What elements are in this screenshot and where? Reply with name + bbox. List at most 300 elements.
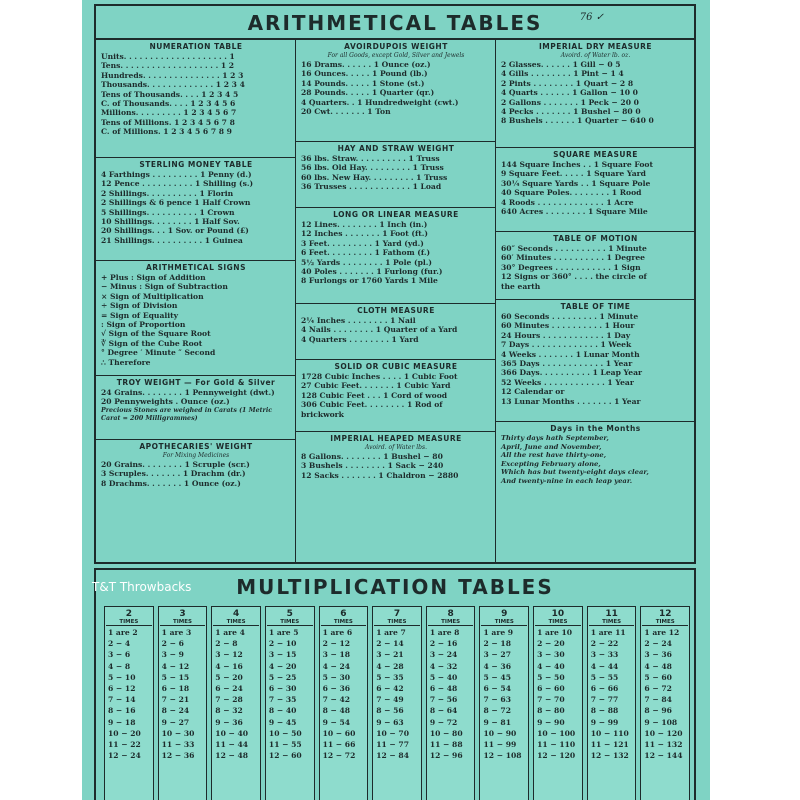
times-row: 2 − 6	[161, 639, 184, 649]
table-row: Tens of Thousands. . . . 1 2 3 4 5	[101, 89, 239, 99]
times-table-number: 12	[658, 609, 672, 619]
times-table-4	[211, 606, 261, 800]
times-table-number: 9	[501, 609, 508, 619]
times-row: 2 − 20	[537, 639, 565, 649]
table-row: 12 Signs or 360° . . . . the circle of	[501, 272, 647, 282]
times-row: 5 − 25	[268, 672, 297, 682]
table-row: 2 Gallons . . . . . . . 1 Peck − 20 0	[501, 97, 639, 107]
table-row: = Sign of Equality	[101, 310, 179, 320]
times-table-9	[479, 606, 529, 800]
times-label: TIMES	[428, 619, 474, 626]
watermark-text: T&T Throwbacks	[92, 580, 192, 594]
cubic-measure-table	[296, 360, 495, 432]
times-row: 3 − 15	[268, 650, 297, 660]
table-row: × Sign of Multiplication	[101, 291, 204, 301]
hay-straw-weight-table	[296, 142, 495, 208]
times-row: 5 − 45	[483, 672, 511, 682]
page-title: ARITHMETICAL TABLES	[247, 11, 543, 35]
times-row: 2 − 14	[376, 639, 404, 649]
table-row: 1728 Cubic Inches . . . . 1 Cubic Foot	[301, 372, 458, 381]
table-row: 12 Pence . . . . . . . . . . 1 Shilling (s.)	[101, 179, 254, 189]
square-measure-table	[496, 148, 694, 232]
times-row: 11 − 88	[429, 740, 463, 750]
table-row: 8 Furlongs or 1760 Yards 1 Mile	[301, 276, 438, 286]
times-row: 6 − 60	[537, 684, 565, 694]
times-row: 9 − 45	[268, 717, 297, 727]
section-title: HAY AND STRAW WEIGHT	[337, 144, 455, 153]
times-row: 6 − 30	[268, 684, 297, 694]
section-note: Precious Stones are weighed in Carats (1 Metric Carat = 200 Milligrammes)	[101, 406, 273, 422]
times-row: 7 − 21	[161, 695, 190, 705]
column-right	[496, 40, 694, 562]
times-row: 7 − 56	[429, 695, 458, 705]
table-row: 30° Degrees . . . . . . . . . . . 1 Sign	[501, 262, 641, 272]
table-row: 60 Minutes . . . . . . . . . . 1 Hour	[501, 321, 635, 331]
times-row: 11 − 22	[108, 740, 141, 750]
table-row: 2 Glasses. . . . . . 1 Gill − 0 5	[501, 60, 621, 69]
table-row: 20 Cwt. . . . . . . 1 Ton	[301, 107, 391, 117]
times-table-number: 6	[340, 609, 347, 619]
table-row: 4 Farthings . . . . . . . . . 1 Penny (d.)	[101, 170, 252, 179]
table-row: 40 Square Poles. . . . . . . . 1 Rood	[501, 188, 642, 198]
table-row: 3 Scruples. . . . . . . 1 Drachm (dr.)	[101, 469, 246, 479]
table-row: 52 Weeks . . . . . . . . . . . . 1 Year	[501, 377, 634, 387]
times-label: TIMES	[160, 619, 206, 626]
table-row: 306 Cubic Feet. . . . . . . . 1 Rod of	[301, 400, 443, 410]
section-subtitle: Avoird. of Water lb. oz.	[560, 52, 631, 59]
table-row: 4 Quarters. . 1 Hundredweight (cwt.)	[301, 97, 459, 107]
verse-line: All the rest have thirty-one,	[501, 451, 607, 460]
table-row: 36 Trusses . . . . . . . . . . . . 1 Load	[301, 182, 442, 192]
times-table-number: 10	[551, 609, 565, 619]
dry-measure-table	[496, 40, 694, 148]
times-row: 7 − 14	[108, 695, 136, 705]
table-row: 40 Poles . . . . . . . 1 Furlong (fur.)	[301, 267, 443, 277]
times-row: 8 − 72	[483, 706, 511, 716]
times-table-number: 8	[447, 609, 454, 619]
times-row: 11 − 33	[161, 740, 195, 750]
linear-measure-table	[296, 208, 495, 304]
table-row: : Sign of Proportion	[101, 320, 186, 330]
table-row: 30¼ Square Yards . . 1 Square Pole	[501, 178, 651, 188]
times-row: 11 − 44	[215, 740, 249, 750]
times-row: 11 − 66	[322, 740, 356, 750]
apothecaries-weight-table	[96, 440, 295, 566]
table-row: 20 Shillings. . . 1 Sov. or Pound (£)	[101, 226, 249, 236]
section-title: SOLID OR CUBIC MEASURE	[334, 362, 458, 371]
table-row: brickwork	[301, 409, 344, 419]
table-row: ° Degree ′ Minute ″ Second	[101, 348, 216, 358]
times-row: 4 − 32	[429, 661, 458, 671]
times-table-10	[533, 606, 583, 800]
table-row: 640 Acres . . . . . . . . 1 Square Mile	[501, 207, 648, 217]
table-row: 4 Quarters . . . . . . . . 1 Yard	[301, 334, 419, 344]
table-row: 12 Lines. . . . . . . . 1 Inch (in.)	[301, 220, 428, 229]
verse-line: Which has but twenty-eight days clear,	[501, 468, 649, 477]
times-row: 4 − 40	[537, 661, 565, 671]
times-row: 2 − 12	[322, 639, 351, 649]
table-row: 8 Gallons. . . . . . . . 1 Bushel − 80	[301, 452, 443, 461]
times-label: TIMES	[642, 619, 688, 626]
times-row: 1 are 4	[215, 628, 245, 637]
times-row: 4 − 16	[215, 661, 243, 671]
table-row: 4 Roods . . . . . . . . . . . . . 1 Acre	[501, 197, 634, 207]
times-table-12	[640, 606, 690, 800]
table-row: 12 Inches . . . . . . . 1 Foot (ft.)	[301, 229, 428, 239]
times-row: 11 − 77	[376, 740, 409, 750]
section-title: TABLE OF MOTION	[553, 234, 638, 243]
table-row: C. of Thousands. . . . 1 2 3 4 5 6	[101, 99, 236, 109]
times-row: 5 − 15	[161, 672, 190, 682]
times-table-3	[158, 606, 208, 800]
times-row: 2 − 10	[268, 639, 297, 649]
times-row: 7 − 70	[537, 695, 565, 705]
verse-line: Thirty days hath September,	[501, 434, 609, 442]
table-row: 16 Ounces. . . . . 1 Pound (lb.)	[301, 69, 428, 79]
section-subtitle: For all Goods, except Gold, Silver and Jewels	[327, 52, 465, 59]
times-row: 9 − 90	[537, 717, 565, 727]
times-row: 10 − 20	[108, 728, 141, 738]
times-row: 4 − 36	[483, 661, 511, 671]
times-row: 6 − 12	[108, 684, 136, 694]
table-row: 7 Days . . . . . . . . . . . . . 1 Week	[501, 340, 632, 350]
table-row: Tens of Millions. 1 2 3 4 5 6 7 8	[101, 117, 235, 127]
table-row: 60 lbs. New Hay. . . . . . . . . 1 Truss	[301, 172, 448, 182]
times-row: 2 − 24	[644, 639, 672, 649]
table-row: 60 Seconds . . . . . . . . . 1 Minute	[501, 312, 639, 321]
times-row: 4 − 28	[376, 661, 404, 671]
multiplication-title: MULTIPLICATION TABLES	[236, 575, 554, 599]
table-row: 4 Weeks . . . . . . . 1 Lunar Month	[501, 349, 640, 359]
table-row: 8 Bushels . . . . . . 1 Quarter − 640 0	[501, 116, 654, 126]
times-row: 10 − 120	[644, 728, 683, 738]
times-row: 8 − 24	[161, 706, 190, 716]
table-row: 366 Days. . . . . . . . . . 1 Leap Year	[501, 368, 643, 378]
times-row: 3 − 6	[108, 650, 131, 660]
table-row: 27 Cubic Feet. . . . . . . 1 Cubic Yard	[301, 381, 451, 391]
document-sheet	[82, 0, 710, 800]
times-row: 3 − 9	[161, 650, 184, 660]
section-title: SQUARE MEASURE	[553, 150, 638, 159]
table-row: 28 Pounds. . . . . 1 Quarter (qr.)	[301, 88, 435, 98]
times-row: 10 − 110	[590, 728, 629, 738]
times-row: 1 are 8	[429, 628, 460, 637]
times-row: 8 − 16	[108, 706, 136, 716]
verse-line: Excepting February alone,	[501, 459, 601, 468]
table-row: 20 Grains. . . . . . . . 1 Scruple (scr.)	[101, 460, 250, 469]
table-row: 4 Pecks . . . . . . . 1 Bushel − 80 0	[501, 107, 641, 117]
times-row: 9 − 27	[161, 717, 190, 727]
times-row: 2 − 22	[590, 639, 619, 649]
table-row: √ Sign of the Square Root	[101, 329, 211, 339]
table-row: 4 Nails . . . . . . . . 1 Quarter of a Yard	[301, 325, 458, 335]
table-row: Hundreds. . . . . . . . . . . . . . . 1 2 3	[101, 70, 244, 80]
numeration-table	[96, 40, 295, 158]
times-row: 12 − 120	[537, 751, 576, 761]
table-row: 60′ Minutes . . . . . . . . . . 1 Degree	[501, 253, 645, 263]
times-label: TIMES	[106, 619, 152, 626]
times-label: TIMES	[374, 619, 420, 626]
times-row: 4 − 24	[322, 661, 351, 671]
table-row: Units. . . . . . . . . . . . . . . . . . . . 1	[101, 52, 235, 61]
times-table-8	[426, 606, 476, 800]
times-row: 9 − 18	[108, 717, 136, 727]
times-row: 12 − 60	[268, 751, 302, 761]
times-label: TIMES	[213, 619, 259, 626]
table-row: 36 lbs. Straw. . . . . . . . . . 1 Truss	[301, 154, 440, 163]
times-row: 6 − 24	[215, 684, 243, 694]
times-row: 3 − 33	[590, 650, 619, 660]
section-title: LONG OR LINEAR MEASURE	[333, 210, 459, 219]
times-row: 6 − 42	[376, 684, 404, 694]
table-row: 56 lbs. Old Hay. . . . . . . . . 1 Truss	[301, 163, 444, 173]
times-row: 10 − 60	[322, 728, 356, 738]
times-row: 7 − 35	[268, 695, 297, 705]
table-row: + Plus : Sign of Addition	[101, 273, 206, 282]
times-row: 12 − 24	[108, 751, 141, 761]
times-row: 7 − 42	[322, 695, 351, 705]
times-row: 1 are 7	[376, 628, 406, 637]
times-row: 10 − 70	[376, 728, 409, 738]
times-row: 11 − 99	[483, 740, 517, 750]
times-row: 5 − 40	[429, 672, 458, 682]
times-row: 6 − 66	[590, 684, 619, 694]
verse-line: April, June and November,	[501, 442, 602, 451]
multiplication-grid	[104, 606, 690, 800]
times-row: 10 − 50	[268, 728, 302, 738]
table-row: 12 Calendar or	[501, 387, 565, 397]
table-row: 12 Sacks . . . . . . . 1 Chaldron − 2880	[301, 470, 459, 480]
times-table-number: 11	[605, 609, 618, 619]
times-row: 1 are 9	[483, 628, 514, 637]
times-table-number: 4	[232, 609, 240, 619]
section-title: AVOIRDUPOIS WEIGHT	[344, 42, 448, 51]
times-row: 11 − 121	[590, 740, 629, 750]
times-row: 1 are 10	[537, 628, 573, 637]
times-row: 4 − 20	[268, 661, 297, 671]
times-row: 1 are 2	[108, 628, 138, 637]
section-title: IMPERIAL DRY MEASURE	[538, 42, 653, 51]
table-row: 2 Shillings & 6 pence 1 Half Crown	[101, 198, 251, 208]
times-row: 3 − 21	[376, 650, 404, 660]
times-row: 8 − 64	[429, 706, 458, 716]
times-row: 11 − 132	[644, 740, 683, 750]
times-row: 9 − 36	[215, 717, 243, 727]
times-row: 2 − 8	[215, 639, 238, 649]
times-row: 9 − 72	[429, 717, 458, 727]
table-row: 60″ Seconds . . . . . . . . . . 1 Minute	[501, 244, 647, 253]
times-row: 1 are 6	[322, 628, 353, 637]
times-row: 5 − 55	[590, 672, 619, 682]
times-row: 12 − 144	[644, 751, 683, 761]
times-row: 10 − 40	[215, 728, 249, 738]
times-table-5	[265, 606, 315, 800]
times-row: 6 − 54	[483, 684, 511, 694]
times-table-number: 5	[286, 609, 293, 619]
times-row: 5 − 50	[537, 672, 565, 682]
times-row: 12 − 96	[429, 751, 463, 761]
sterling-money-table	[96, 158, 295, 261]
table-row: 128 Cubic Feet . . . 1 Cord of wood	[301, 390, 448, 400]
table-row: 5½ Yards . . . . . . . . 1 Pole (pl.)	[301, 257, 433, 267]
times-table-number: 2	[125, 609, 132, 619]
times-row: 3 − 12	[215, 650, 243, 660]
table-row: ∴ Therefore	[101, 357, 151, 367]
section-title: Days in the Months	[550, 424, 641, 433]
times-row: 2 − 16	[429, 639, 458, 649]
times-row: 11 − 55	[268, 740, 302, 750]
section-title: ARITHMETICAL SIGNS	[146, 263, 246, 272]
table-row: 24 Grains. . . . . . . . 1 Pennyweight (dwt.)	[101, 388, 275, 397]
times-row: 5 − 35	[376, 672, 404, 682]
times-row: 1 are 5	[268, 628, 299, 637]
table-row: 16 Drams. . . . . . 1 Ounce (oz.)	[301, 60, 431, 69]
times-row: 8 − 48	[322, 706, 351, 716]
times-row: 2 − 18	[483, 639, 511, 649]
times-row: 8 − 80	[537, 706, 565, 716]
times-label: TIMES	[589, 619, 635, 626]
arithmetical-header	[96, 6, 694, 40]
times-table-2	[104, 606, 154, 800]
times-row: 3 − 36	[644, 650, 672, 660]
times-row: 7 − 63	[483, 695, 511, 705]
table-row: 2 Shillings. . . . . . . . . . 1 Florin	[101, 188, 234, 198]
times-table-7	[372, 606, 422, 800]
section-title: NUMERATION TABLE	[149, 42, 243, 51]
times-row: 2 − 4	[108, 639, 131, 649]
cloth-measure-table	[296, 304, 495, 360]
times-row: 8 − 88	[590, 706, 619, 716]
table-row: 13 Lunar Months . . . . . . . 1 Year	[501, 396, 641, 406]
table-row: Tens. . . . . . . . . . . . . . . . . . . 1 2	[101, 61, 235, 71]
section-title: TABLE OF TIME	[560, 302, 631, 311]
times-row: 7 − 77	[590, 695, 619, 705]
times-row: 5 − 20	[215, 672, 243, 682]
times-row: 1 are 11	[590, 628, 626, 637]
table-row: 9 Square Feet. . . . . 1 Square Yard	[501, 169, 646, 179]
section-title: APOTHECARIES' WEIGHT	[139, 442, 253, 451]
days-in-months-verse	[496, 422, 694, 566]
section-title: TROY WEIGHT — For Gold & Silver	[116, 378, 276, 387]
table-row: 144 Square Inches . . 1 Square Foot	[501, 160, 654, 169]
times-row: 10 − 90	[483, 728, 517, 738]
times-row: 9 − 99	[590, 717, 619, 727]
table-row: 8 Drachms. . . . . . . 1 Ounce (oz.)	[101, 478, 241, 488]
troy-weight-table	[96, 376, 295, 440]
times-row: 6 − 18	[161, 684, 190, 694]
arithmetical-signs-table	[96, 261, 295, 376]
times-row: 8 − 96	[644, 706, 672, 716]
table-row: 2¼ Inches . . . . . . . . 1 Nail	[301, 316, 416, 325]
times-row: 12 − 132	[590, 751, 629, 761]
times-row: 6 − 72	[644, 684, 672, 694]
times-row: 3 − 24	[429, 650, 458, 660]
times-row: 8 − 56	[376, 706, 404, 716]
times-row: 4 − 8	[108, 661, 131, 671]
times-row: 9 − 81	[483, 717, 511, 727]
times-row: 9 − 108	[644, 717, 678, 727]
times-row: 8 − 32	[215, 706, 243, 716]
times-row: 4 − 44	[590, 661, 619, 671]
times-row: 5 − 10	[108, 672, 136, 682]
times-row: 12 − 36	[161, 751, 195, 761]
table-row: 14 Pounds. . . . . 1 Stone (st.)	[301, 78, 425, 88]
times-row: 6 − 48	[429, 684, 458, 694]
heaped-measure-table	[296, 432, 495, 566]
table-row: 20 Pennyweights . Ounce (oz.)	[101, 397, 230, 407]
times-row: 9 − 54	[322, 717, 351, 727]
section-title: CLOTH MEASURE	[357, 306, 435, 315]
times-table-11	[587, 606, 637, 800]
handwritten-mark: 76 ✓	[579, 12, 604, 23]
table-row: 2 Pints . . . . . . . . 1 Quart − 2 8	[501, 78, 634, 88]
arithmetical-tables-panel	[94, 4, 696, 564]
times-row: 12 − 108	[483, 751, 522, 761]
table-row: 4 Quarts . . . . . . 1 Gallon − 10 0	[501, 88, 638, 98]
times-row: 3 − 27	[483, 650, 511, 660]
times-label: TIMES	[267, 619, 313, 626]
times-row: 6 − 36	[322, 684, 351, 694]
times-row: 10 − 80	[429, 728, 463, 738]
table-of-motion	[496, 232, 694, 300]
multiplication-tables-panel	[94, 568, 696, 800]
table-row: 6 Feet. . . . . . . . . 1 Fathom (f.)	[301, 248, 431, 258]
table-row: 21 Shillings. . . . . . . . . . 1 Guinea	[101, 235, 243, 245]
times-row: 5 − 60	[644, 672, 672, 682]
times-row: 7 − 84	[644, 695, 672, 705]
column-left	[96, 40, 296, 562]
table-row: 365 Days . . . . . . . . . . . . 1 Year	[501, 359, 633, 369]
times-row: 10 − 100	[537, 728, 576, 738]
table-row: − Minus : Sign of Subtraction	[101, 282, 228, 292]
table-row: C. of Millions. 1 2 3 4 5 6 7 8 9	[101, 127, 232, 137]
table-row: 3 Feet. . . . . . . . . 1 Yard (yd.)	[301, 238, 424, 248]
table-row: 3 Bushels . . . . . . . . 1 Sack − 240	[301, 461, 444, 471]
times-row: 11 − 110	[537, 740, 576, 750]
times-row: 4 − 48	[644, 661, 672, 671]
section-title: IMPERIAL HEAPED MEASURE	[330, 434, 462, 443]
times-label: TIMES	[481, 619, 527, 626]
times-row: 1 are 3	[161, 628, 192, 637]
section-subtitle: For Mixing Medicines	[162, 452, 230, 459]
times-table-number: 7	[393, 609, 401, 619]
section-title: STERLING MONEY TABLE	[139, 160, 253, 169]
table-row: Thousands. . . . . . . . . . . . . 1 2 3 4	[101, 80, 245, 90]
times-label: TIMES	[535, 619, 581, 626]
times-row: 10 − 30	[161, 728, 195, 738]
times-row: 8 − 40	[268, 706, 297, 716]
times-row: 9 − 63	[376, 717, 404, 727]
table-row: the earth	[501, 281, 541, 291]
table-row: 24 Hours . . . . . . . . . . . . 1 Day	[501, 330, 631, 340]
table-row: Millions. . . . . . . . . 1 2 3 4 5 6 7	[101, 108, 237, 118]
times-table-6	[319, 606, 369, 800]
verse-line: And twenty-nine in each leap year.	[501, 476, 633, 485]
avoirdupois-weight-table	[296, 40, 495, 142]
times-row: 3 − 30	[537, 650, 565, 660]
times-row: 3 − 18	[322, 650, 351, 660]
table-row: 4 Gills . . . . . . . . 1 Pint − 1 4	[501, 69, 624, 79]
times-row: 12 − 72	[322, 751, 356, 761]
times-row: 12 − 48	[215, 751, 249, 761]
times-table-number: 3	[179, 609, 186, 619]
times-row: 12 − 84	[376, 751, 409, 761]
section-subtitle: Avoird. of Water lbs.	[365, 444, 427, 451]
table-row: ∛ Sign of the Cube Root	[101, 338, 203, 348]
table-of-time	[496, 300, 694, 422]
table-row: ÷ Sign of Division	[101, 301, 178, 311]
times-row: 7 − 28	[215, 695, 243, 705]
